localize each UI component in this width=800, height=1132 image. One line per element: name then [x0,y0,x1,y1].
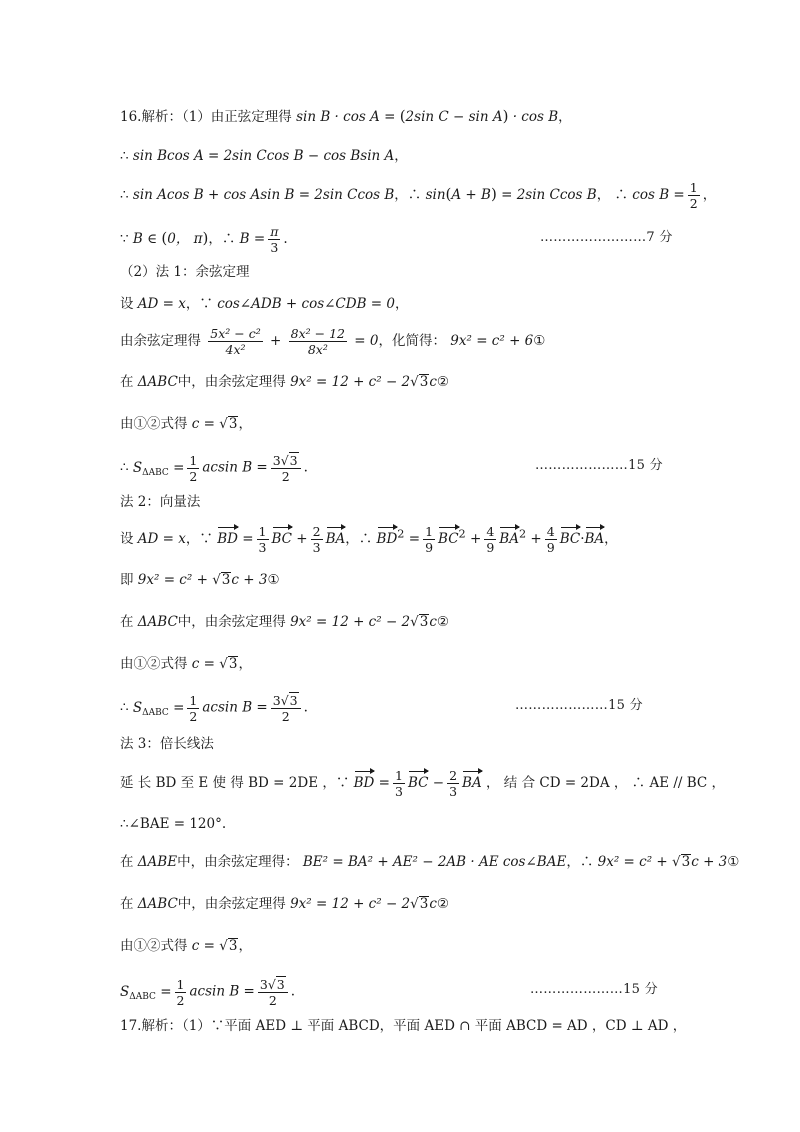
q16-line-2: ∴ sin Bcos A = 2sin Ccos B − cos Bsin A， [120,148,408,164]
m3-line-from: 由①②式得 c = √3， [120,938,252,954]
method3-heading: 法 3：倍长线法 [120,736,214,752]
method2-heading: 法 2：向量法 [120,494,201,510]
score-15-c: …………………15 分 [530,982,658,997]
m1-line-area: ∴ $S_{\Delta ABC}$ = $\frac{1}{2}$ acsin B = $\frac{3√3}{2}$ . [120,452,308,484]
part2-heading: （2）法 1：余弦定理 [120,264,250,280]
fraction-one-half: $\frac{1}{2}$ [689,180,698,211]
m2-line-set: 设 AD = x，∵ BD = $\frac{1}{3}$ BC + $\frac{2}{3}$ BA，∴ $BD^2$ = $\frac{1}{9}$ $BC^2$ + $\frac{4}{9}$ $BA^2$ + $\frac{4}{9}$ BC·BA， [120,524,618,555]
score-15-b: …………………15 分 [515,698,643,713]
fraction-pi-over-3: $\frac{\pi}{3}$ [270,224,279,255]
m3-line-angle: ∴∠BAE = 120°. [120,816,227,832]
q16-line-4: ∵ B ∈ (0， π)，∴ B = $\frac{\pi}{3}$ . [120,224,288,255]
formula-sine-law: sin B · cos A = (2sin C − sin A) · cos B [296,107,559,125]
m1-line-triangle: 在 ΔABC中，由余弦定理得 9x² = 12 + c² − 2√3c② [120,374,450,390]
m2-line-triangle: 在 ΔABC中，由余弦定理得 9x² = 12 + c² − 2√3c② [120,614,450,630]
therefore-symbol: ∴ [120,148,129,164]
m1-line-cos: 由余弦定理得 $\frac{\text{5x² − c²}}{\text{4x²}}$ + $\frac{\text{8x² − 12}}{\text{8x²}}$ = 0，化简得： 9x² = c² + 6① [120,326,546,357]
q17-head: 17.解析：（1）∵平面 AED ⊥ 平面 ABCD，平面 AED ∩ 平面 ABCD = AD ，CD ⊥ AD ， [120,1018,687,1034]
m2-line-area: ∴ $S_{\Delta ABC}$ = $\frac{1}{2}$ acsin B = $\frac{3√3}{2}$ . [120,692,308,724]
q16-head: 16.解析：（1）由正弦定理得 [120,109,292,125]
m3-line-extend: 延 长 BD 至 E 使 得 BD = 2DE ，∵ BD = $\frac{1}{3}$ BC − $\frac{2}{3}$ BA ， 结 合 CD = 2DA ， ∴ AE // BC ， [120,768,726,799]
m2-line-ie: 即 9x² = c² + √3c + 3① [120,572,280,588]
m3-line-area: $S_{\Delta ABC}$ = $\frac{1}{2}$ acsin B = $\frac{3√3}{2}$ . [120,976,296,1008]
q16-line-3: ∴ sin Acos B + cos Asin B = 2sin Ccos B，∴ sin(A + B) = 2sin Ccos B， ∴ cos B = $\frac{1}{2}$ ， [120,180,717,211]
m2-line-from: 由①②式得 c = √3， [120,656,252,672]
score-7: ……………………7 分 [540,230,673,245]
score-15-a: …………………15 分 [535,458,663,473]
m3-line-abc: 在 ΔABC中，由余弦定理得 9x² = 12 + c² − 2√3c② [120,896,450,912]
m1-line-from: 由①②式得 c = √3， [120,416,252,432]
formula-step-2: sin Bcos A = 2sin Ccos B − cos Bsin A [132,148,395,164]
m1-line-set: 设 AD = x，∵ cos∠ADB + cos∠CDB = 0， [120,296,409,312]
m3-line-abe: 在 ΔABE中，由余弦定理得： BE² = BA² + AE² − 2AB · AE cos∠BAE，∴ 9x² = c² + √3c + 3① [120,854,740,870]
q16-line-1: 16.解析：（1）由正弦定理得 sin B · cos A = (2sin C − sin A) · cos B， [120,107,572,125]
